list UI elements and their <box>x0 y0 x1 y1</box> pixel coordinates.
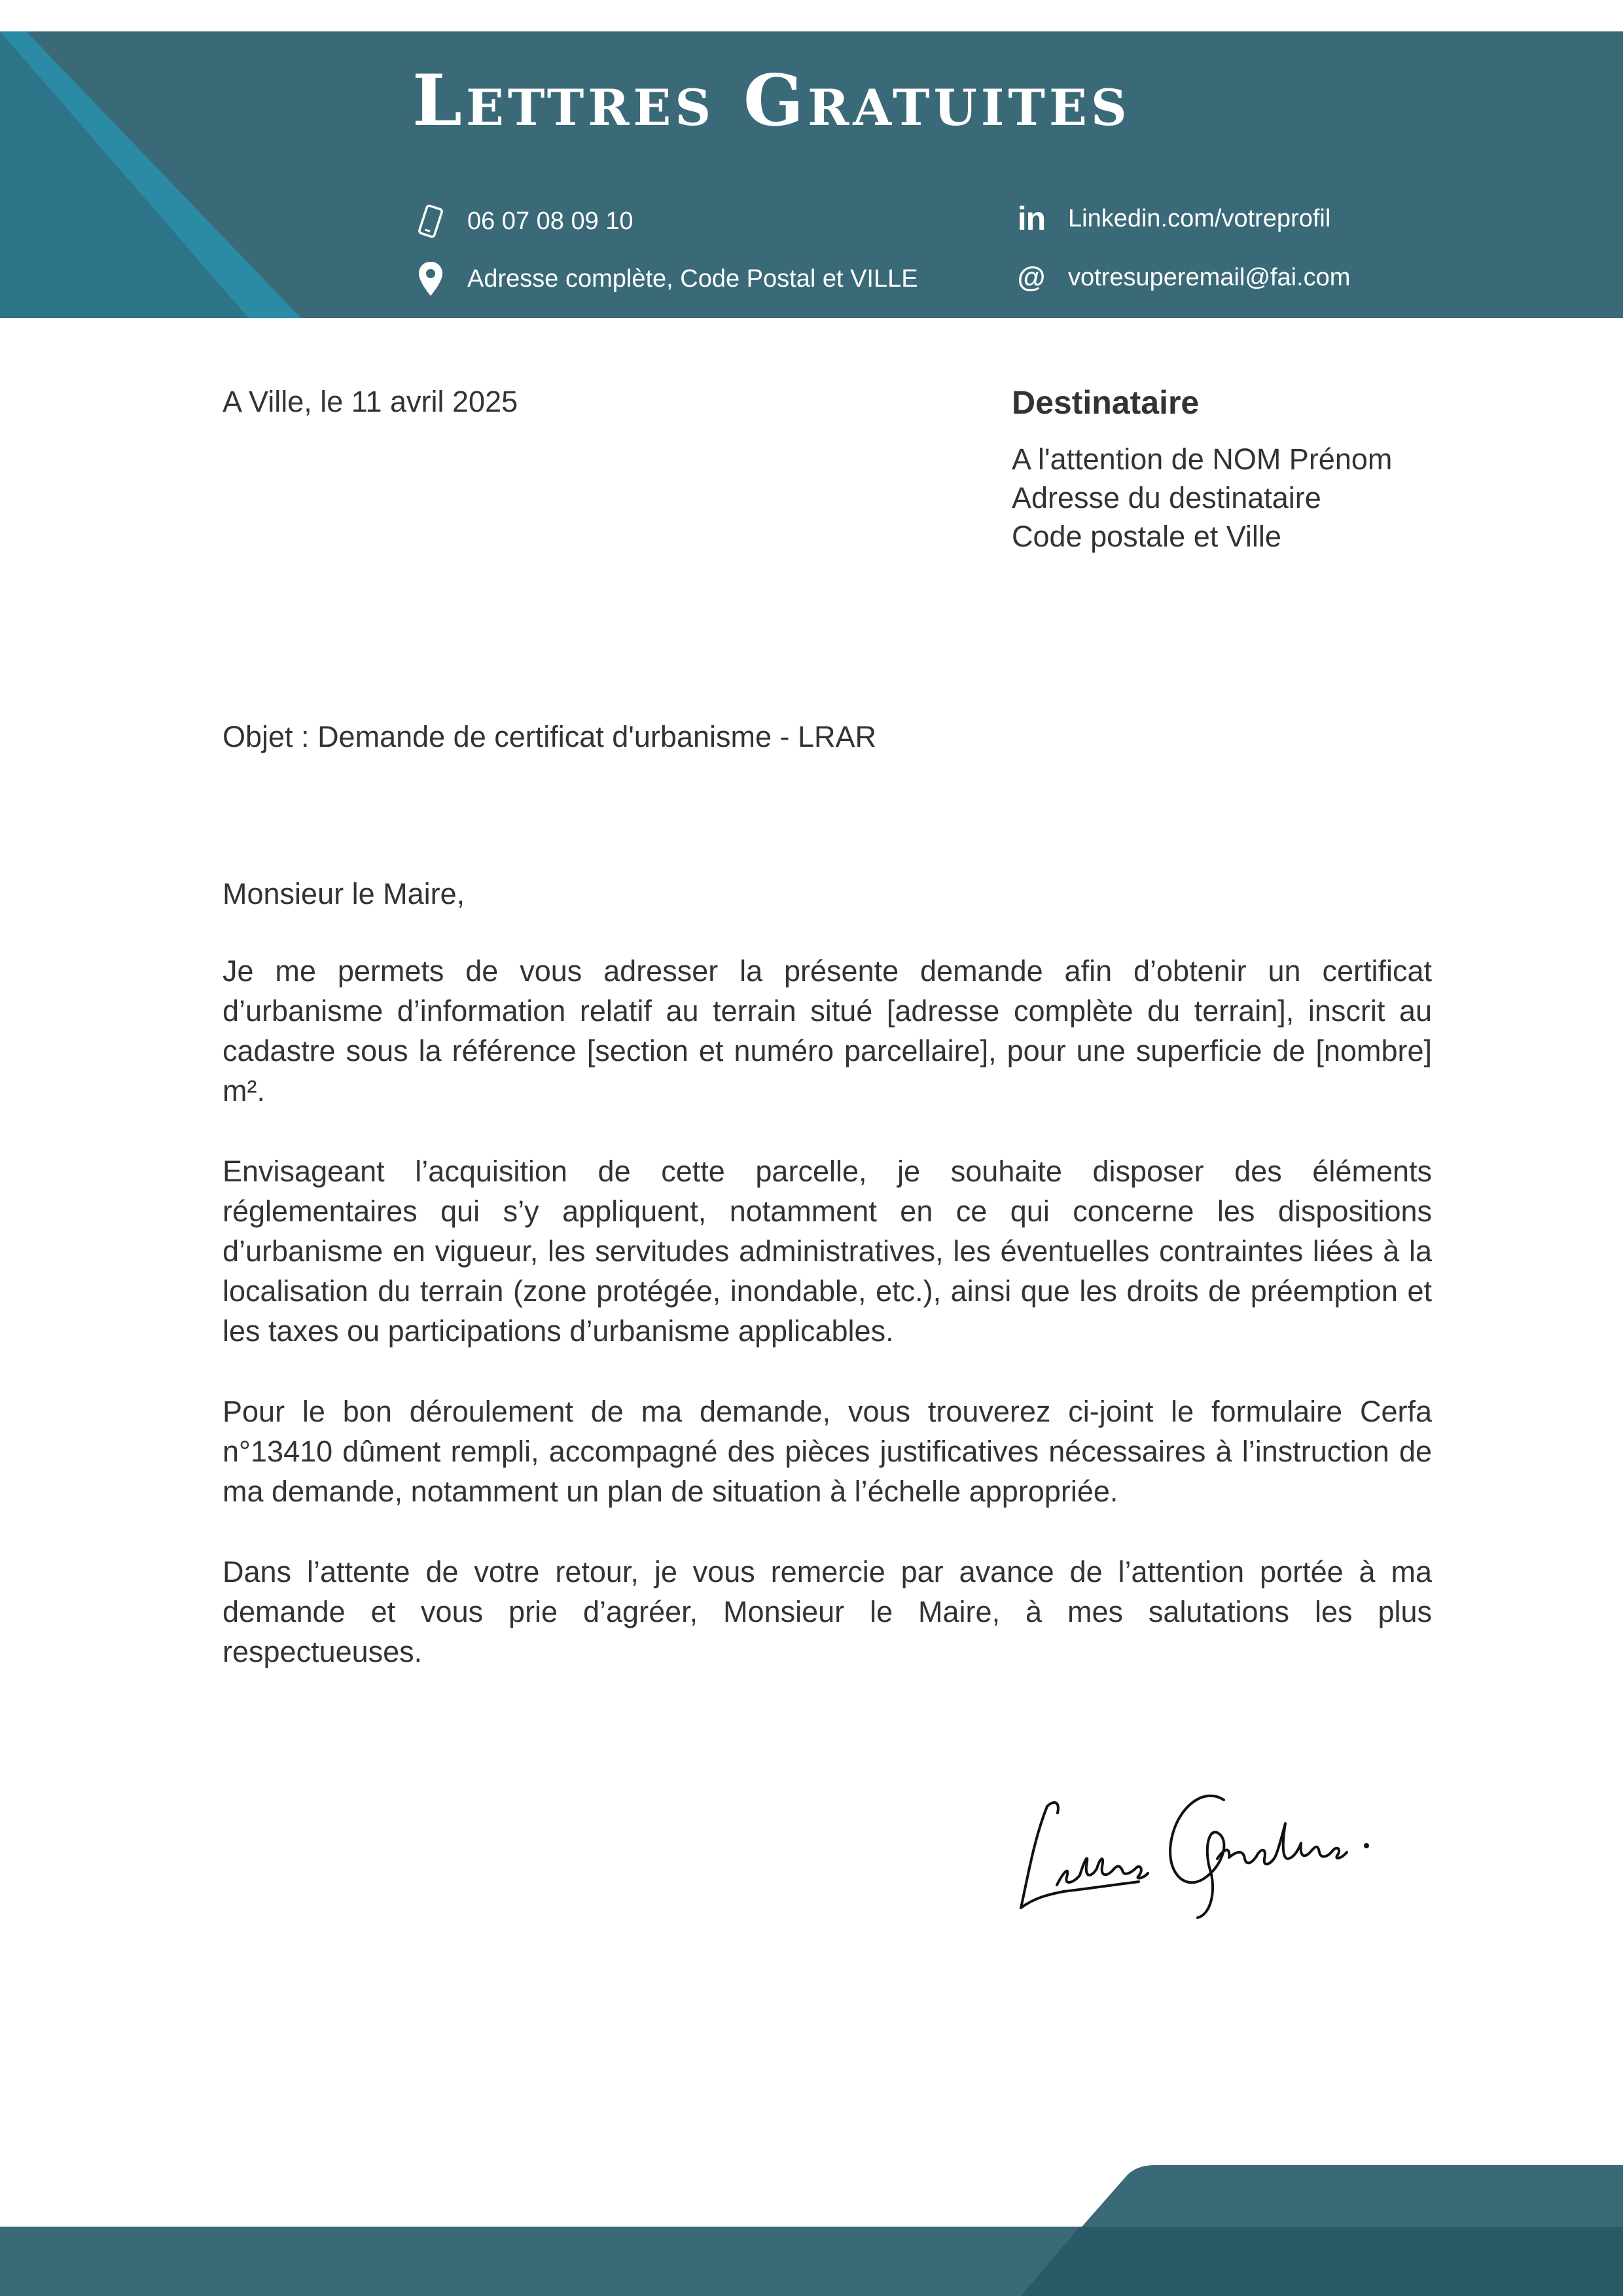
footer-decoration-tab <box>1021 2165 1623 2296</box>
phone-icon <box>412 203 449 240</box>
body-paragraph: Pour le bon déroulement de ma demande, vous trouverez ci-joint le formulaire Cerfa n°13410 dûment rempli, accompagné des pièces justificatives nécessaires à l’instruction de ma demande, notamment un plan de situation à l’échelle appropriée. <box>223 1395 1432 1508</box>
body-paragraph: Je me permets de vous adresser la présente demande afin d’obtenir un certificat d’urbanisme d’information relatif au terrain situé [adresse complète du terrain], inscrit au cadastre sous la référence [section et numéro parcellaire], pour une superficie de [nombre] m². <box>223 954 1432 1107</box>
recipient-block <box>1012 440 1392 556</box>
letter-date: A Ville, le 11 avril 2025 <box>223 385 518 418</box>
letterhead-banner <box>0 31 1623 318</box>
recipient-name-line: A l'attention de NOM Prénom <box>1012 442 1393 476</box>
email-link[interactable]: votresuperemail@fai.com <box>1068 263 1351 291</box>
linkedin-icon: in <box>1017 200 1046 237</box>
recipient-heading: Destinataire <box>1012 384 1200 421</box>
brand-title: Lettres Gratuites <box>412 60 1131 142</box>
contact-linkedin <box>1013 200 1330 237</box>
body-paragraph: Dans l’attente de votre retour, je vous remercie par avance de l’attention portée à ma demande et vous prie d’agréer, Monsieur le Maire, à mes salutations les plus respectueuses. <box>223 1555 1432 1668</box>
handwritten-signature <box>1008 1761 1400 1931</box>
contact-address <box>412 260 918 297</box>
recipient-city-line: Code postale et Ville <box>1012 520 1281 553</box>
location-pin-icon <box>412 260 449 297</box>
phone-number[interactable]: 06 07 08 09 10 <box>467 207 633 235</box>
at-icon: @ <box>1017 261 1046 293</box>
recipient-address-line: Adresse du destinataire <box>1012 481 1321 514</box>
letter-subject: Objet : Demande de certificat d'urbanisme - LRAR <box>223 720 877 753</box>
contact-phone <box>412 203 633 240</box>
contact-email <box>1013 259 1350 296</box>
body-paragraph: Envisageant l’acquisition de cette parcelle, je souhaite disposer des éléments réglementaires qui s’y appliquent, notamment en ce qui concerne les dispositions d’urbanisme en vigueur, les servitudes administratives, les éventuelles contraintes liées à la localisation du terrain (zone protégée, inondable, etc.), ainsi que les droits de préemption et les taxes ou participations d’urbanisme applicables. <box>223 1155 1432 1348</box>
header-diagonal-decoration <box>0 31 301 318</box>
letter-salutation: Monsieur le Maire, <box>223 877 465 910</box>
letter-body <box>223 951 1432 1712</box>
linkedin-link[interactable]: Linkedin.com/votreprofil <box>1068 204 1331 232</box>
address-text: Adresse complète, Code Postal et VILLE <box>467 264 918 293</box>
